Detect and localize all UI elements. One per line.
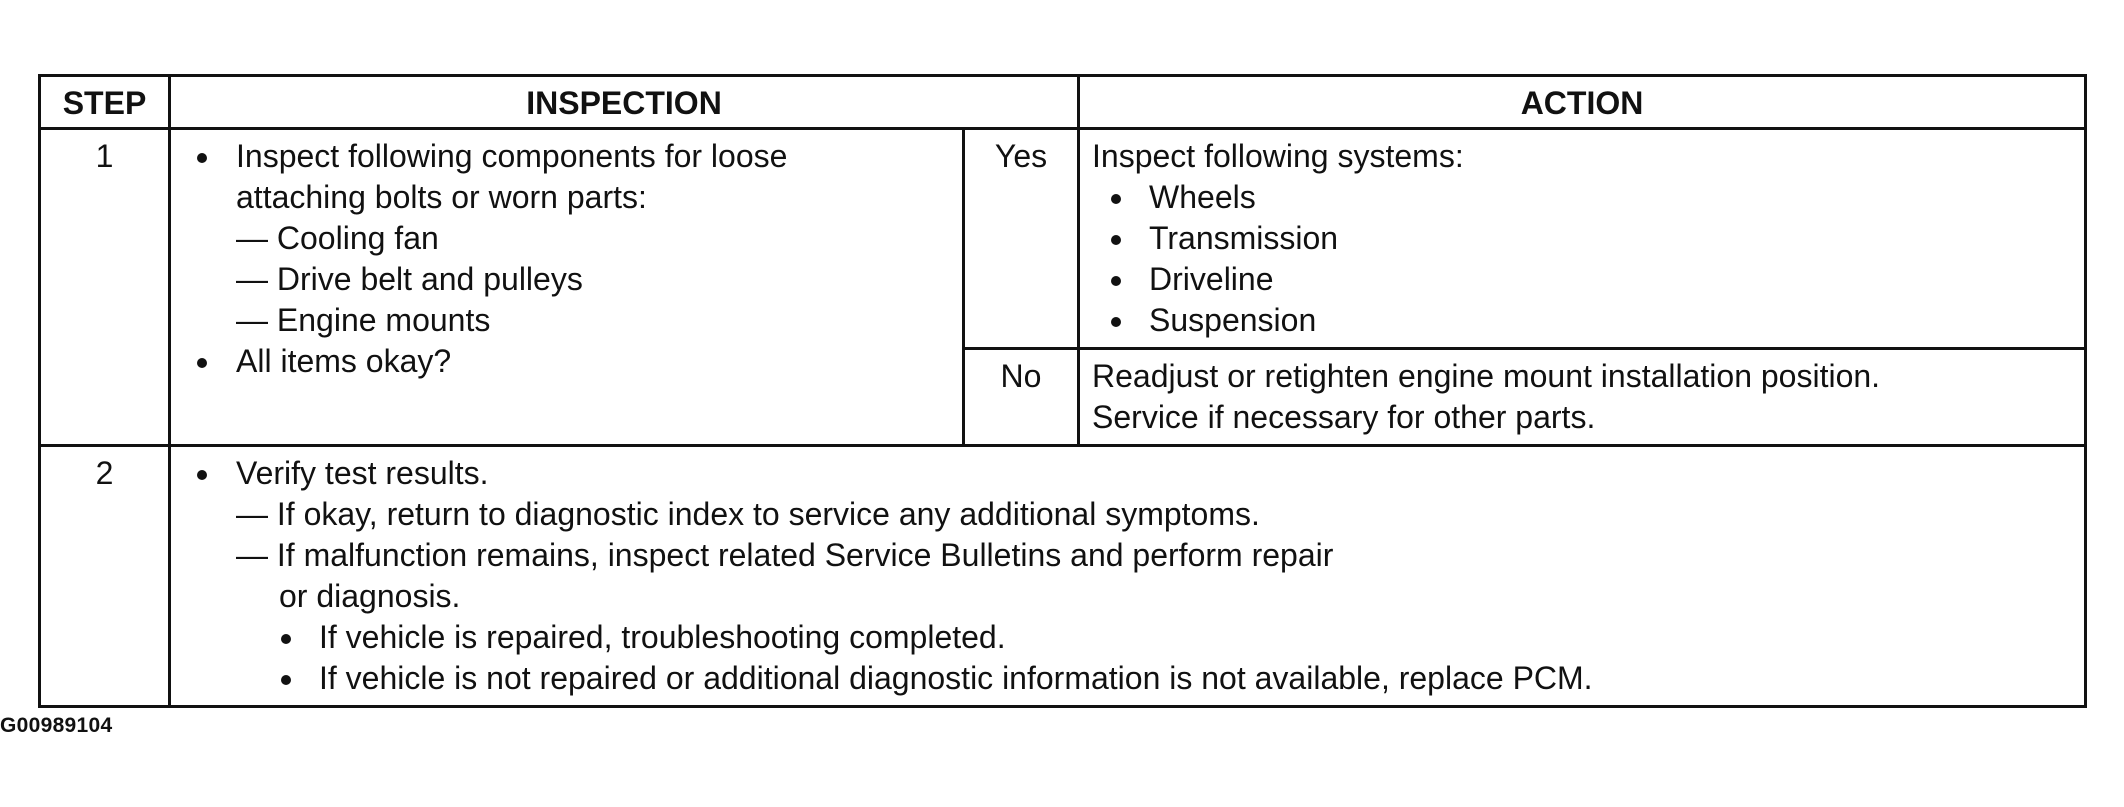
component-item: — Engine mounts bbox=[236, 302, 491, 338]
result-item-cont: or diagnosis. bbox=[279, 578, 461, 614]
step-number: 2 bbox=[40, 446, 170, 707]
table-row bbox=[40, 446, 2086, 707]
action-text: Service if necessary for other parts. bbox=[1092, 399, 1596, 435]
verification-cell bbox=[170, 446, 2086, 707]
list-item: Suspension bbox=[1092, 300, 2074, 341]
inspection-text: Inspect following components for loose bbox=[236, 138, 788, 174]
no-action-cell bbox=[1079, 349, 2086, 446]
header-row bbox=[40, 76, 2086, 129]
component-item: — Drive belt and pulleys bbox=[236, 261, 583, 297]
figure-code: G00989104 bbox=[0, 714, 113, 737]
yes-label: Yes bbox=[964, 129, 1079, 349]
yes-action-cell bbox=[1079, 129, 2086, 349]
list-item: Transmission bbox=[1092, 218, 2074, 259]
inspection-text: attaching bolts or worn parts: bbox=[236, 179, 647, 215]
no-label: No bbox=[964, 349, 1079, 446]
action-text: Readjust or retighten engine mount installation position. bbox=[1092, 358, 1881, 394]
list-item: Driveline bbox=[1092, 259, 2074, 300]
action-text: Inspect following systems: bbox=[1092, 138, 1464, 174]
inspection-bullet bbox=[191, 136, 952, 218]
table-row bbox=[40, 129, 2086, 349]
sub-bullet: If vehicle is repaired, troubleshooting completed. bbox=[191, 617, 2074, 658]
result-item: — If malfunction remains, inspect related Service Bulletins and perform repair bbox=[236, 537, 1334, 573]
inspection-header: INSPECTION bbox=[170, 76, 1079, 129]
component-item: — Cooling fan bbox=[236, 220, 439, 256]
inspection-cell bbox=[170, 129, 964, 446]
diagnostic-table bbox=[38, 74, 2087, 708]
inspection-bullet: Verify test results. bbox=[191, 453, 2074, 494]
result-item: — If okay, return to diagnostic index to service any additional symptoms. bbox=[236, 496, 1260, 532]
step-header: STEP bbox=[40, 76, 170, 129]
action-header: ACTION bbox=[1079, 76, 2086, 129]
step-number: 1 bbox=[40, 129, 170, 446]
inspection-bullet: All items okay? bbox=[191, 341, 952, 382]
sub-bullet: If vehicle is not repaired or additional diagnostic information is not available, replace PCM. bbox=[191, 658, 2074, 699]
list-item: Wheels bbox=[1092, 177, 2074, 218]
